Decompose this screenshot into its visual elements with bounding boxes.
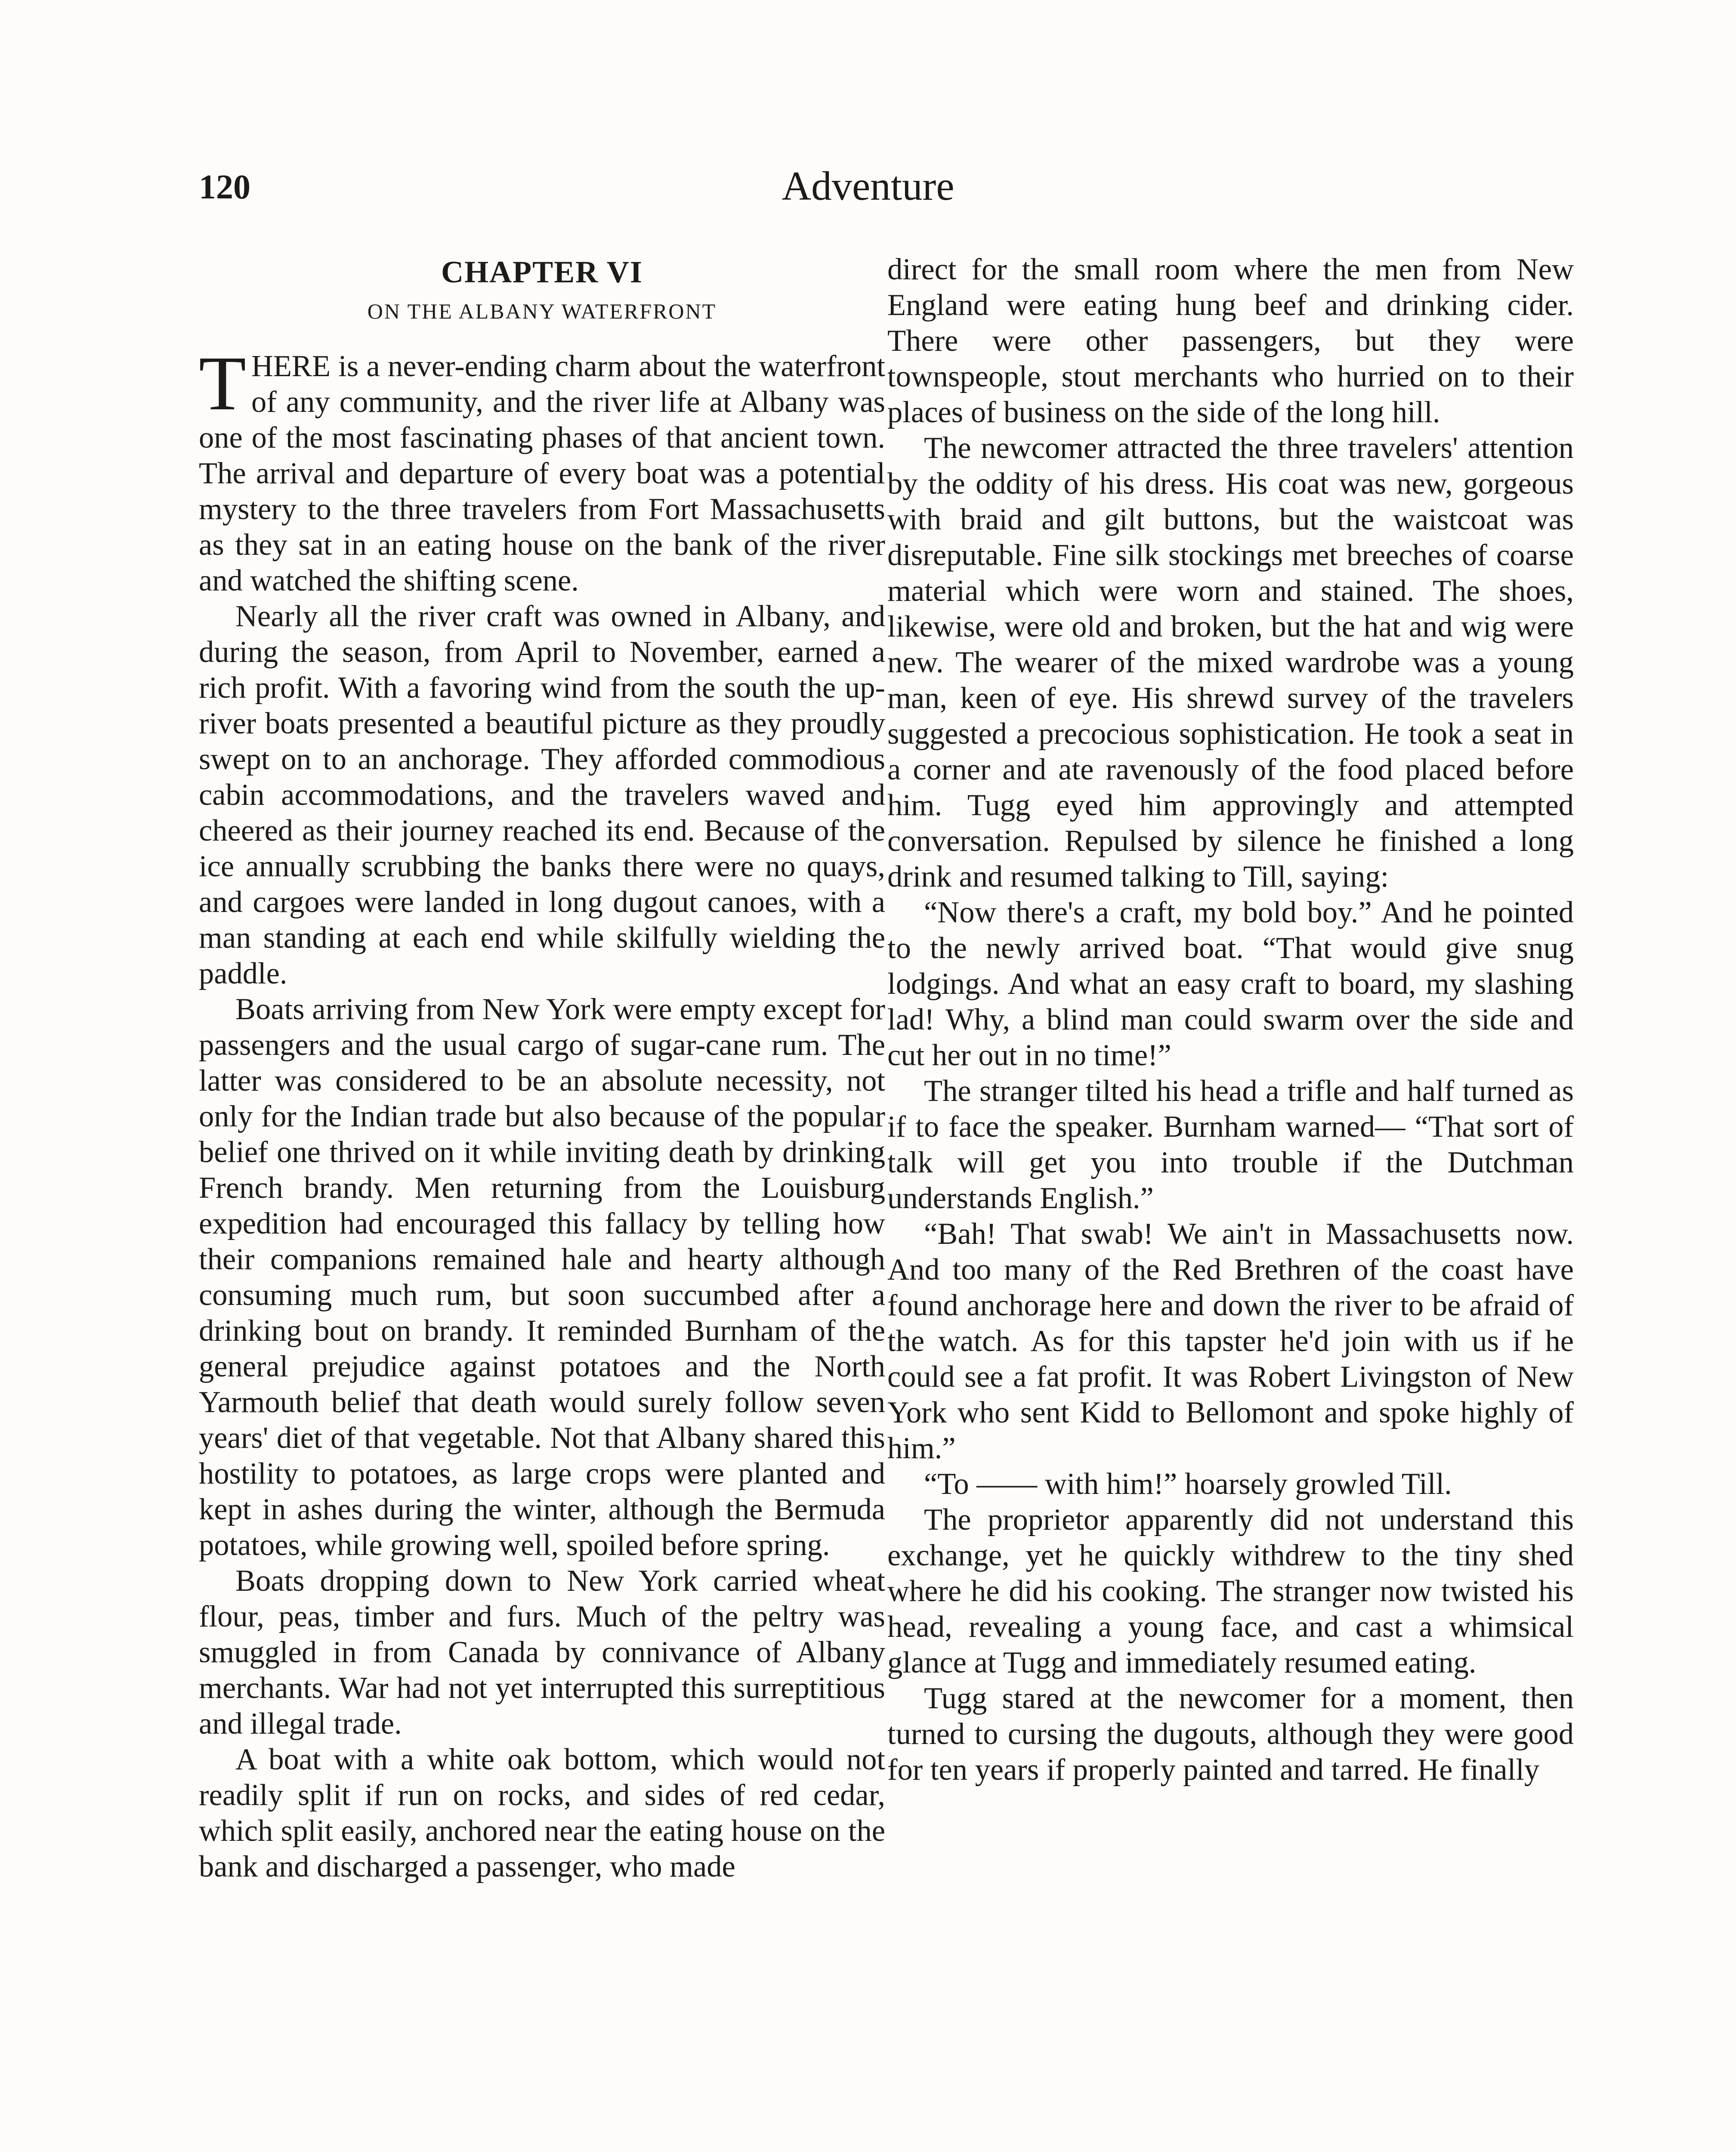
body-paragraph: The newcomer attracted the three travelers' attention by the oddity of his dress. His coat was new, gorgeous with braid and gilt buttons, but the waistcoat was disreputable. Fine silk stockings met breeches of coarse material which were worn and stained. The shoes, likewise, were old and broken, but the hat and wig were new. The wearer of the mixed wardrobe was a young man, keen of eye. His shrewd survey of the travelers suggested a precocious sophistication. He took a seat in a corner and ate ravenously of the food placed before him. Tugg eyed him approvingly and attempted conversation. Repulsed by silence he finished a long drink and resumed talking to Till, saying:	[887, 431, 1574, 894]
opening-paragraph	[199, 340, 885, 599]
chapter-subtitle: ON THE ALBANY WATERFRONT	[367, 299, 717, 323]
opening-text: HERE is a never-ending charm about the waterfront of any community, and the river life at Albany was one of the most fascinating phases of that ancient town. The arrival and departure of every boat was a potential mystery to the three travelers from Fort Massachusetts as they sat in an eating house on the bank of the river and watched the shifting scene.	[199, 349, 885, 597]
body-paragraph: The stranger tilted his head a trifle and half turned as if to face the speaker. Burnham warned— “That sort of talk will get you into trouble if the Dutchman understands English.”	[887, 1074, 1574, 1215]
body-paragraph: “Bah! That swab! We ain't in Massachusetts now. And too many of the Red Brethren of the coast have found anchorage here and down the river to be afraid of the watch. As for this tapster he'd join with us if he could see a fat profit. It was Robert Livingston of New York who sent Kidd to Bellomont and spoke highly of him.”	[887, 1217, 1574, 1465]
chapter-heading: CHAPTER VI	[441, 255, 643, 289]
drop-cap: T	[199, 340, 246, 426]
body-paragraph: The proprietor apparently did not understand this exchange, yet he quickly withdrew to the tiny shed where he did his cooking. The stranger now twisted his head, revealing a young face, and cast a whimsical glance at Tugg and immediately resumed eating.	[887, 1503, 1574, 1679]
body-paragraph: “Now there's a craft, my bold boy.” And he pointed to the newly arrived boat. “That would give snug lodgings. And what an easy craft to board, my slashing lad! Why, a blind man could swarm over the side and cut her out in no time!”	[887, 896, 1574, 1072]
left-column	[199, 252, 885, 1885]
continued-paragraph: direct for the small room where the men from New England were eating hung beef and drinking cider. There were other passengers, but they were townspeople, stout merchants who hurried on to their places of business on the side of the long hill.	[887, 253, 1574, 429]
page-number: 120	[199, 168, 250, 206]
body-paragraph: “To —— with him!” hoarsely growled Till.	[924, 1467, 1452, 1501]
body-paragraph: Nearly all the river craft was owned in Albany, and during the season, from April to November, earned a rich profit. With a favoring wind from the south the up-river boats presented a beautiful picture as they proudly swept on to an anchorage. They afforded commodious cabin accommodations, and the travelers waved and cheered as their journey reached its end. Because of the ice annually scrubbing the banks there were no quays, and cargoes were landed in long dugout canoes, with a man standing at each end while skilfully wielding the paddle.	[199, 600, 885, 990]
body-paragraph: A boat with a white oak bottom, which would not readily split if run on rocks, and sides of red cedar, which split easily, anchored near the eating house on the bank and discharged a passenger, who made	[199, 1743, 885, 1883]
running-title: Adventure	[782, 163, 954, 209]
right-column	[887, 252, 1574, 1788]
body-paragraph: Boats dropping down to New York carried wheat flour, peas, timber and furs. Much of the peltry was smuggled in from Canada by connivance of Albany merchants. War had not yet interrupted this surreptitious and illegal trade.	[199, 1564, 885, 1741]
body-paragraph: Boats arriving from New York were empty except for passengers and the usual cargo of sugar-cane rum. The latter was considered to be an absolute necessity, not only for the Indian trade but also because of the popular belief one thrived on it while inviting death by drinking French brandy. Men returning from the Louisburg expedition had encouraged this fallacy by telling how their companions remained hale and hearty although consuming much rum, but soon succumbed after a drinking bout on brandy. It reminded Burnham of the general prejudice against potatoes and the North Yarmouth belief that death would surely follow seven years' diet of that vegetable. Not that Albany shared this hostility to potatoes, as large crops were planted and kept in ashes during the winter, although the Bermuda potatoes, while growing well, spoiled before spring.	[199, 993, 885, 1562]
body-paragraph: Tugg stared at the newcomer for a moment, then turned to cursing the dugouts, although they were good for ten years if properly painted and tarred. He finally	[887, 1682, 1574, 1787]
